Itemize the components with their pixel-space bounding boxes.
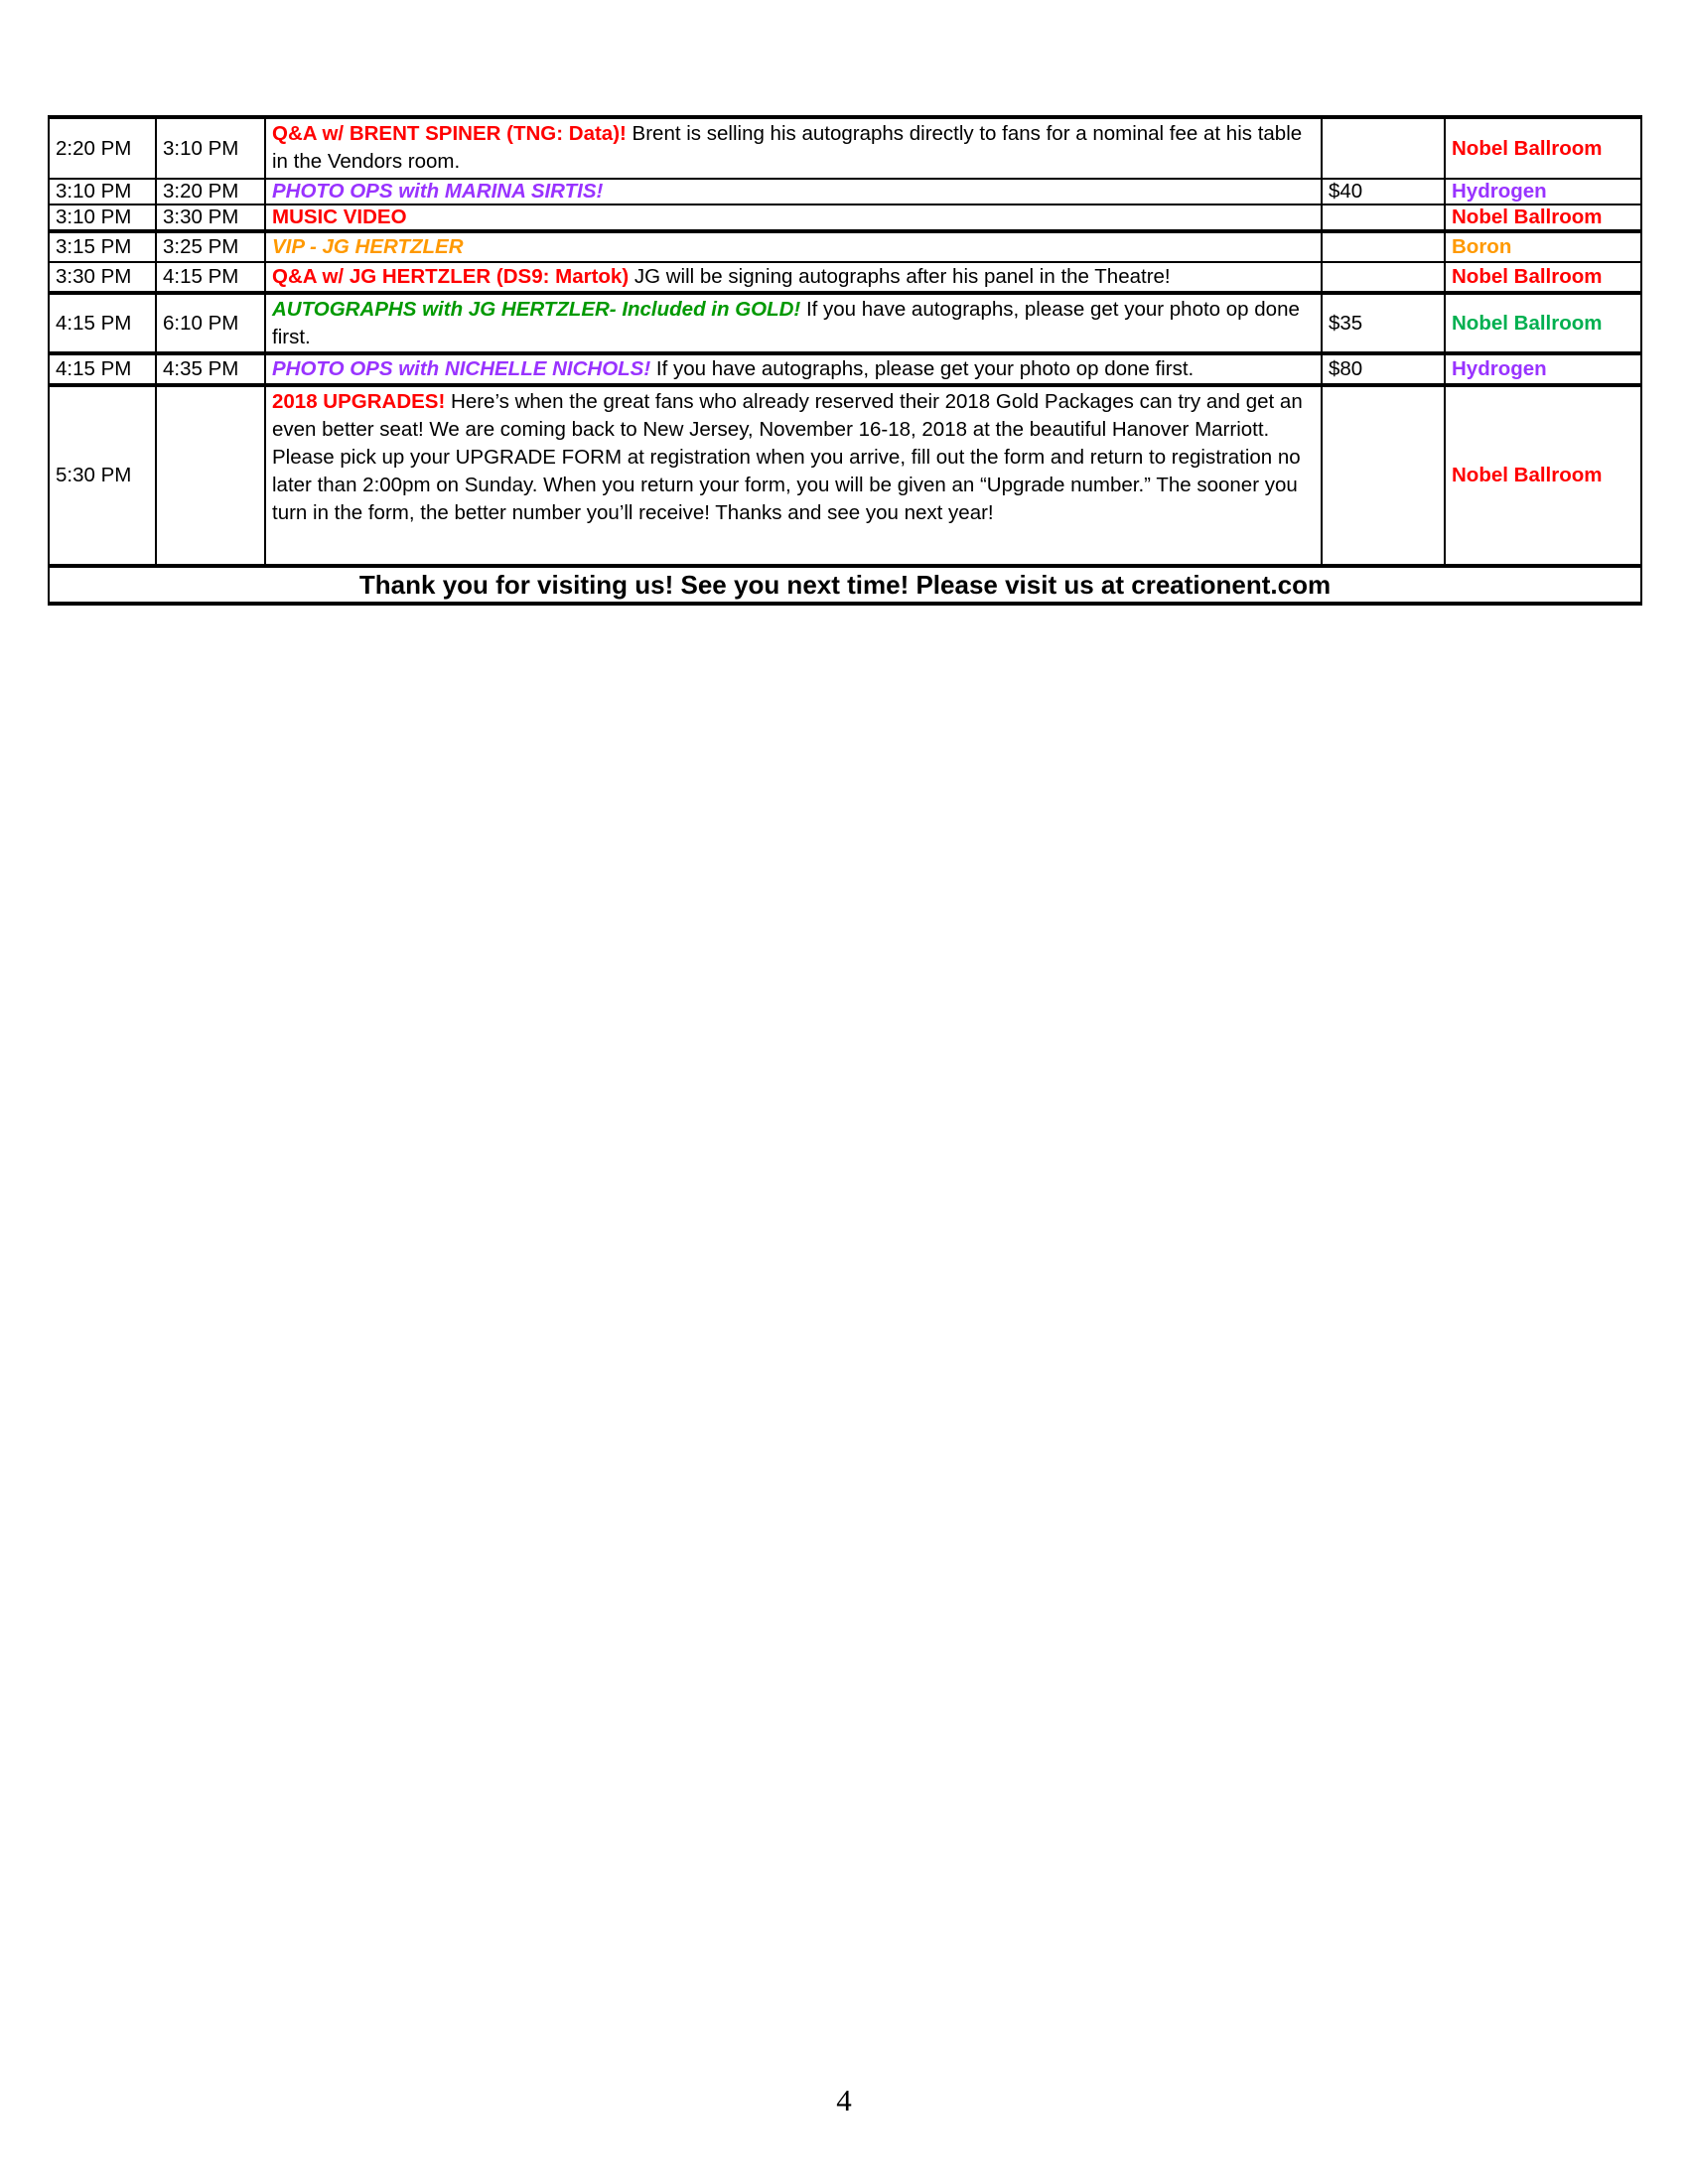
table-row	[49, 179, 1641, 205]
table-row	[49, 262, 1641, 293]
table-row	[49, 205, 1641, 231]
event-text: Brent is selling his autographs directly to fans for a nominal fee at his table in the Vendors room.	[272, 122, 1303, 173]
location: Hydrogen	[1445, 179, 1641, 205]
schedule-table	[48, 115, 1642, 606]
end-time: 4:15 PM	[156, 262, 265, 293]
location: Nobel Ballroom	[1445, 385, 1641, 566]
start-time: 4:15 PM	[49, 353, 156, 385]
event-title: 2018 UPGRADES!	[272, 390, 446, 413]
event-title: PHOTO OPS with MARINA SIRTIS!	[272, 180, 604, 203]
price	[1322, 117, 1445, 179]
end-time	[156, 385, 265, 566]
end-time: 3:25 PM	[156, 231, 265, 262]
price: $35	[1322, 293, 1445, 353]
end-time: 4:35 PM	[156, 353, 265, 385]
event-title: Q&A w/ JG HERTZLER (DS9: Martok)	[272, 265, 630, 288]
price	[1322, 385, 1445, 566]
start-time: 4:15 PM	[49, 293, 156, 353]
location: Nobel Ballroom	[1445, 117, 1641, 179]
start-time: 3:10 PM	[49, 179, 156, 205]
event-text: JG will be signing autographs after his panel in the Theatre!	[629, 265, 1171, 288]
event-description	[265, 205, 1322, 231]
event-title: Q&A w/ BRENT SPINER (TNG: Data)!	[272, 122, 627, 145]
event-text: If you have autographs, please get your photo op done first.	[272, 298, 1300, 348]
start-time: 3:10 PM	[49, 205, 156, 231]
table-row	[49, 231, 1641, 262]
start-time: 3:15 PM	[49, 231, 156, 262]
table-row	[49, 385, 1641, 566]
footer-row	[49, 566, 1641, 604]
price: $40	[1322, 179, 1445, 205]
event-title: PHOTO OPS with NICHELLE NICHOLS!	[272, 357, 651, 380]
location: Nobel Ballroom	[1445, 293, 1641, 353]
location: Boron	[1445, 231, 1641, 262]
event-description	[265, 179, 1322, 205]
location: Nobel Ballroom	[1445, 262, 1641, 293]
table-row	[49, 293, 1641, 353]
start-time: 2:20 PM	[49, 117, 156, 179]
start-time: 3:30 PM	[49, 262, 156, 293]
event-title: AUTOGRAPHS with JG HERTZLER- Included in GOLD!	[272, 298, 801, 321]
end-time: 3:20 PM	[156, 179, 265, 205]
event-text: Here’s when the great fans who already reserved their 2018 Gold Packages can try and get an even better seat! We are coming back to New Jersey, November 16-18, 2018 at the beautiful Hanover Marriott. Please pick up your UPGRADE FORM at registration when you arrive, fill out the form and return to registration no later than 2:00pm on Sunday. When you return your form, you will be given an “Upgrade number.” The sooner you turn in the form, the better number you’ll receive! Thanks and see you next year!	[272, 390, 1303, 524]
event-description	[265, 293, 1322, 353]
event-title: MUSIC VIDEO	[272, 205, 407, 228]
table-row	[49, 353, 1641, 385]
event-description	[265, 385, 1322, 566]
price	[1322, 262, 1445, 293]
end-time: 3:10 PM	[156, 117, 265, 179]
price	[1322, 231, 1445, 262]
location: Nobel Ballroom	[1445, 205, 1641, 231]
footer-message: Thank you for visiting us! See you next time! Please visit us at creationent.com	[49, 566, 1641, 604]
end-time: 6:10 PM	[156, 293, 265, 353]
end-time: 3:30 PM	[156, 205, 265, 231]
event-description	[265, 262, 1322, 293]
event-title: VIP - JG HERTZLER	[272, 235, 464, 258]
event-description	[265, 231, 1322, 262]
location: Hydrogen	[1445, 353, 1641, 385]
start-time: 5:30 PM	[49, 385, 156, 566]
event-description	[265, 353, 1322, 385]
table-row	[49, 117, 1641, 179]
price: $80	[1322, 353, 1445, 385]
price	[1322, 205, 1445, 231]
event-text: If you have autographs, please get your photo op done first.	[650, 357, 1195, 380]
event-description	[265, 117, 1322, 179]
page-number: 4	[836, 2083, 852, 2117]
